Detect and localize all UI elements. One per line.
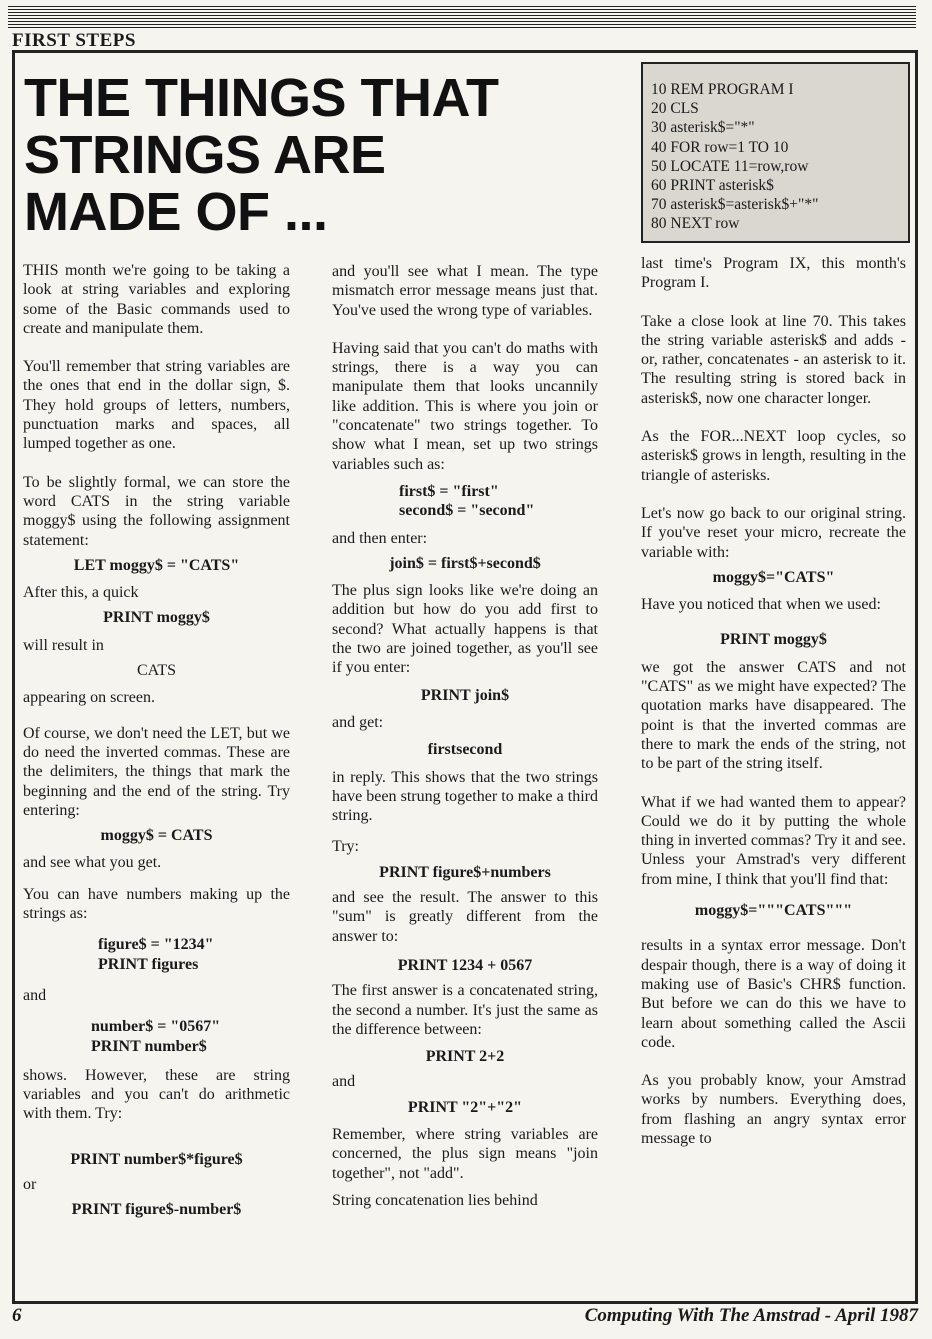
paragraph: To be slightly formal, we can store the word CATS in the string variable moggy$ using the following assignment statement: xyxy=(23,473,290,549)
paragraph: Of course, we don't need the LET, but we do need the inverted commas. These are the delimiters, the things that mark the beginning and the end of the string. Try entering: xyxy=(23,724,290,819)
code-example: PRINT join$ xyxy=(420,686,510,704)
code-example: PRINT figure$-number$ xyxy=(71,1201,242,1219)
paragraph: Having said that you can't do maths with strings, there is a way you can manipulate them that looks uncannily like addition. This is where you join or "concatenate" two strings together. To show what I mean, set up two strings variables such as: xyxy=(332,339,598,473)
code-example: join$ = first$+second$ xyxy=(389,554,541,572)
paragraph: Take a close look at line 70. This takes the string variable asterisk$ and adds - or, rather, concatenates - an asterisk to it. The resulting string is stored back in asterisk$, now one character longer. xyxy=(641,312,906,407)
paragraph: and then enter: xyxy=(332,529,428,547)
program-line: 50 LOCATE 11=row,row xyxy=(651,157,809,175)
paragraph: As the FOR...NEXT loop cycles, so asterisk$ grows in length, resulting in the triangle of asterisks. xyxy=(641,428,906,484)
paragraph: As you probably know, your Amstrad works by numbers. Everything does, from flashing an angry syntax error message to xyxy=(641,1072,906,1147)
paragraph: and get: xyxy=(332,713,384,731)
page-number: 6 xyxy=(12,1305,22,1326)
code-example: PRINT moggy$ xyxy=(720,631,827,649)
article-column-1 xyxy=(23,261,290,1228)
headline xyxy=(24,70,584,241)
output-example: firstsecond xyxy=(427,741,503,759)
paragraph: You can have numbers making up the strings as: xyxy=(23,885,290,923)
code-example: PRINT "2"+"2" xyxy=(407,1098,523,1116)
program-line: 80 NEXT row xyxy=(651,215,740,233)
program-line: 40 FOR row=1 TO 10 xyxy=(651,138,789,156)
program-line: 20 CLS xyxy=(651,100,699,118)
paragraph: Let's now go back to our original string. If you've reset your micro, recreate the variable with: xyxy=(641,504,906,561)
code-example: PRINT figure$+numbers xyxy=(379,863,551,881)
code-example: moggy$="""CATS""" xyxy=(694,902,853,920)
paragraph: and see what you get. xyxy=(23,854,162,872)
code-example: number$ = "0567" PRINT number$ xyxy=(91,1018,221,1055)
code-example: PRINT number$*figure$ xyxy=(70,1150,243,1168)
article-column-2 xyxy=(332,262,598,1216)
paragraph: Remember, where string variables are concerned, the plus sign means "join together", not "add". xyxy=(332,1125,598,1182)
program-line: 70 asterisk$=asterisk$+"*" xyxy=(651,196,819,214)
headline-line: THE THINGS THAT xyxy=(24,68,499,128)
program-line: 60 PRINT asterisk$ xyxy=(651,177,774,195)
article-column-3 xyxy=(641,254,906,1167)
headline-line: MADE OF ... xyxy=(24,182,328,242)
code-example: PRINT 1234 + 0567 xyxy=(397,956,533,974)
paragraph: in reply. This shows that the two strings have been strung together to make a third string. xyxy=(332,768,598,825)
paragraph: Try: xyxy=(332,838,359,856)
code-example: PRINT moggy$ xyxy=(103,609,210,627)
paragraph: Have you noticed that when we used: xyxy=(641,596,881,614)
code-example: figure$ = "1234" PRINT figures xyxy=(98,936,214,973)
paragraph: THIS month we're going to be taking a look at string variables and exploring some of the Basic commands used to create and manipulate them. xyxy=(23,262,290,337)
section-label: FIRST STEPS xyxy=(12,30,136,51)
program-listing xyxy=(641,62,910,243)
paragraph: The plus sign looks like we're doing an addition but how do you add first to second? What actually happens is that the two are joined together, as you'll see if you enter: xyxy=(332,582,598,677)
program-line: 10 REM PROGRAM I xyxy=(651,81,794,98)
code-example: moggy$="CATS" xyxy=(712,568,835,586)
paragraph: and xyxy=(23,986,47,1004)
publication-footer: Computing With The Amstrad - April 1987 xyxy=(584,1305,918,1326)
paragraph: appearing on screen. xyxy=(23,689,155,707)
paragraph: and xyxy=(332,1073,356,1091)
paragraph: results in a syntax error message. Don't despair though, there is a way of doing it making use of Basic's CHR$ function. But before we can do this we have to learn about something called the Ascii code. xyxy=(641,937,906,1051)
paragraph: What if we had wanted them to appear? Could we do it by putting the whole thing in inverted commas? Try it and see. Unless your Amstrad's very different from mine, I think that you'll find that: xyxy=(641,793,906,888)
code-example: first$ = "first" second$ = "second" xyxy=(399,482,535,520)
headline-line: STRINGS ARE xyxy=(24,125,386,185)
paragraph: You'll remember that string variables are the ones that end in the dollar sign, $. They hold groups of letters, numbers, punctuation marks and spaces, all lumped together as one. xyxy=(23,358,290,453)
paragraph: and see the result. The answer to this "sum" is greatly different from the answer to: xyxy=(332,889,598,945)
paragraph: shows. However, these are string variables and you can't do arithmetic with them. Try: xyxy=(23,1066,290,1123)
paragraph: last time's Program IX, this month's Program I. xyxy=(641,255,906,292)
program-line: 30 asterisk$="*" xyxy=(651,119,755,137)
paragraph: will result in xyxy=(23,636,104,654)
paragraph: After this, a quick xyxy=(23,584,139,602)
paragraph: String concatenation lies behind xyxy=(332,1191,538,1209)
code-example: PRINT 2+2 xyxy=(425,1048,505,1066)
paragraph: The first answer is a concatenated string, the second a number. It's just the same as the difference between: xyxy=(332,982,598,1038)
paragraph: and you'll see what I mean. The type mismatch error message means just that. You've used the wrong type of variables. xyxy=(332,263,598,319)
code-example: moggy$ = CATS xyxy=(100,827,213,845)
paragraph: or xyxy=(23,1175,37,1193)
header-rule-lines xyxy=(8,6,916,28)
code-example: LET moggy$ = "CATS" xyxy=(73,556,240,574)
output-example: CATS xyxy=(136,662,177,680)
paragraph: we got the answer CATS and not "CATS" as we might have expected? The quotation marks have disappeared. The point is that the inverted commas are there to mark the ends of the string, not to be part of the string itself. xyxy=(641,658,906,773)
